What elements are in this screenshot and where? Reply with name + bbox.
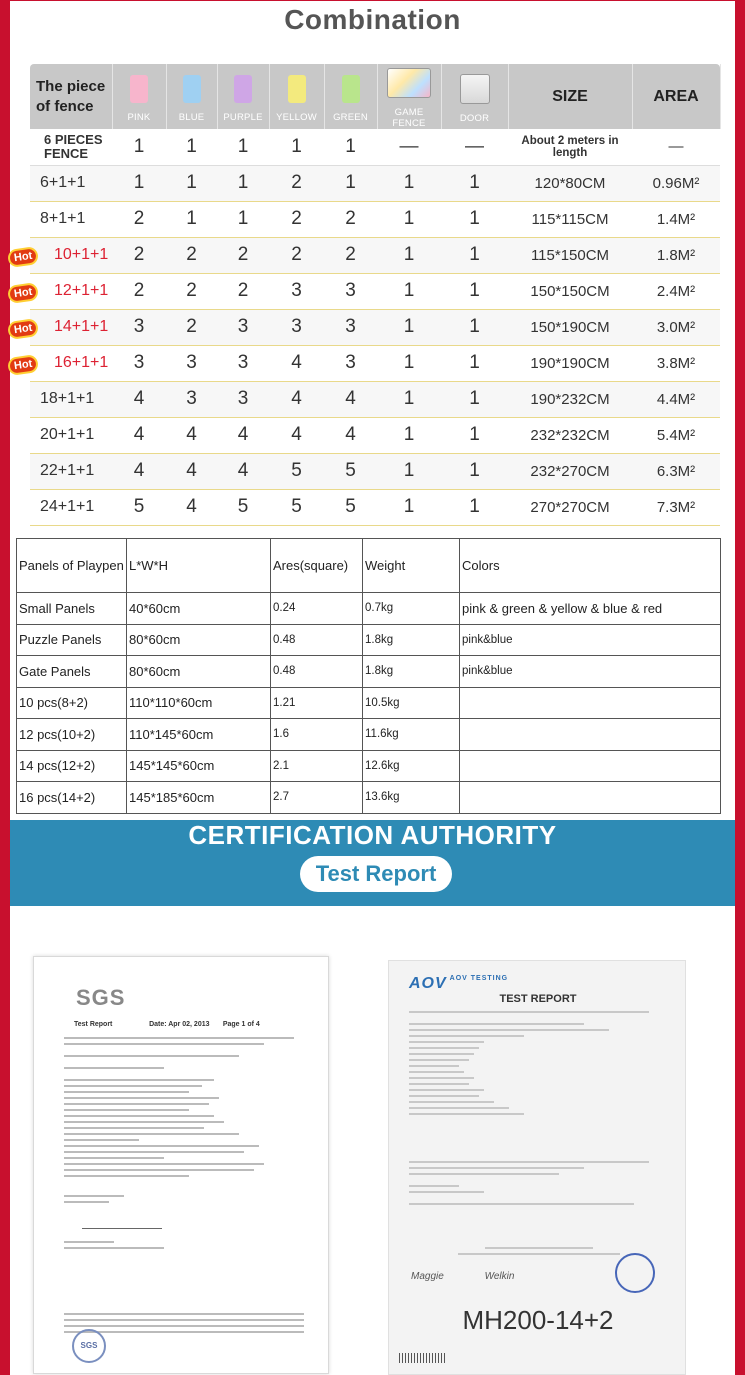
panels-row <box>17 656 721 688</box>
panels-table <box>16 538 721 814</box>
sgs-text-block-3 <box>64 1195 314 1207</box>
header-pink-label: PINK <box>127 111 151 123</box>
size-cell: 190*190CM <box>508 345 632 381</box>
panel-count-cell: 5 <box>324 453 377 489</box>
panel-name-cell: Gate Panels <box>17 656 127 688</box>
combination-table <box>13 64 721 526</box>
header-piece-line2: of fence <box>36 97 94 115</box>
panel-count-cell: 4 <box>166 489 217 525</box>
panel-count-cell: 2 <box>269 201 324 237</box>
aov-logo <box>409 975 508 993</box>
dimensions-cell: 145*185*60cm <box>127 782 271 814</box>
panel-count-cell: 1 <box>377 237 441 273</box>
panel-count-cell: 1 <box>324 129 377 165</box>
panel-count-cell: 1 <box>441 309 508 345</box>
dimensions-cell: 110*145*60cm <box>127 719 271 751</box>
combination-header-row <box>30 64 720 129</box>
hot-badge: Hot <box>7 281 40 303</box>
panel-count-cell: 4 <box>217 453 269 489</box>
weight-cell: 10.5kg <box>363 687 460 719</box>
combination-row <box>30 345 720 381</box>
size-cell: About 2 meters in length <box>508 129 632 165</box>
page-title: Combination <box>284 4 461 35</box>
sgs-footer-text <box>64 1313 314 1337</box>
aov-test-report-image <box>388 960 686 1375</box>
header-door-label: DOOR <box>459 112 490 124</box>
certification-banner <box>10 820 735 906</box>
panels-header-cell: Weight <box>363 539 460 593</box>
size-cell: 190*232CM <box>508 381 632 417</box>
panel-count-cell: 4 <box>112 381 166 417</box>
panel-count-cell: 1 <box>377 309 441 345</box>
combination-label <box>30 453 112 489</box>
panel-count-cell: 1 <box>441 165 508 201</box>
size-cell: 270*270CM <box>508 489 632 525</box>
panel-count-cell: 4 <box>112 417 166 453</box>
panel-count-cell: 4 <box>269 417 324 453</box>
combination-label-text: 18+1+1 <box>40 390 95 407</box>
sgs-text-block-2 <box>64 1139 314 1181</box>
combination-row <box>30 453 720 489</box>
panel-count-cell: 2 <box>112 237 166 273</box>
panel-count-cell: 1 <box>217 201 269 237</box>
header-piece-of-fence <box>30 64 112 129</box>
area-cell: 2.4M² <box>632 273 720 309</box>
aov-signature-1: Maggie <box>411 1271 444 1282</box>
panel-count-cell: 1 <box>441 489 508 525</box>
combination-row <box>30 309 720 345</box>
panel-name-cell: Puzzle Panels <box>17 624 127 656</box>
weight-cell: 1.8kg <box>363 624 460 656</box>
dimensions-cell: 40*60cm <box>127 593 271 625</box>
panel-count-cell: 1 <box>441 237 508 273</box>
sgs-signature <box>82 1215 162 1229</box>
combination-label <box>30 201 112 237</box>
panel-count-cell: 5 <box>112 489 166 525</box>
size-cell: 120*80CM <box>508 165 632 201</box>
panels-header-row <box>17 539 721 593</box>
panels-header-cell: Colors <box>460 539 721 593</box>
frame-top-line <box>0 0 745 1</box>
colors-cell: pink&blue <box>460 656 721 688</box>
combination-label-text: 22+1+1 <box>40 462 95 479</box>
sgs-logo: SGS <box>76 985 126 1010</box>
panel-count-cell: 5 <box>217 489 269 525</box>
dimensions-cell: 80*60cm <box>127 656 271 688</box>
combination-row <box>30 273 720 309</box>
size-cell: 150*190CM <box>508 309 632 345</box>
hot-badge: Hot <box>7 353 40 375</box>
panel-count-cell: 4 <box>324 417 377 453</box>
weight-cell: 0.7kg <box>363 593 460 625</box>
panels-row <box>17 719 721 751</box>
panel-count-cell: 3 <box>166 381 217 417</box>
panel-count-cell: 3 <box>112 345 166 381</box>
size-cell: 232*232CM <box>508 417 632 453</box>
colors-cell: pink&blue <box>460 624 721 656</box>
aov-logo-sub: AOV TESTING <box>449 975 509 982</box>
area-cell: 5.4M² <box>632 417 720 453</box>
size-cell: 232*270CM <box>508 453 632 489</box>
aov-seal-icon <box>615 1253 655 1293</box>
aov-logo-text: AOV <box>409 975 447 992</box>
model-number: MH200-14+2 <box>462 1305 614 1335</box>
area-cell: 4.4M² <box>632 381 720 417</box>
sgs-stamp: SGS <box>72 1329 106 1363</box>
panels-row <box>17 624 721 656</box>
panel-count-cell: 1 <box>441 345 508 381</box>
panel-count-cell: 3 <box>324 273 377 309</box>
panel-name-cell: 10 pcs(8+2) <box>17 687 127 719</box>
combination-label-text: 14+1+1 <box>54 318 109 335</box>
panel-count-cell: 1 <box>112 165 166 201</box>
panel-count-cell: 3 <box>324 309 377 345</box>
combination-row <box>30 417 720 453</box>
panels-row <box>17 750 721 782</box>
panel-count-cell: 3 <box>217 381 269 417</box>
combination-row <box>30 129 720 165</box>
panel-count-cell: 2 <box>324 201 377 237</box>
panel-count-cell: 3 <box>269 309 324 345</box>
panel-count-cell: 1 <box>441 273 508 309</box>
hot-badge: Hot <box>7 245 40 267</box>
combination-label-text: 6 PIECES FENCE <box>44 131 103 161</box>
header-piece-line1: The piece <box>36 77 106 95</box>
panel-count-cell: 5 <box>269 453 324 489</box>
panel-count-cell: 1 <box>269 129 324 165</box>
combination-row <box>30 201 720 237</box>
pink-panel-icon <box>130 75 148 103</box>
sgs-report-header <box>74 1021 324 1028</box>
area-cell: 3.0M² <box>632 309 720 345</box>
panels-header-cell: Ares(square) <box>271 539 363 593</box>
panel-count-cell: 2 <box>112 201 166 237</box>
area-square-cell: 2.7 <box>271 782 363 814</box>
panel-count-cell: 3 <box>166 345 217 381</box>
panel-count-cell: 1 <box>377 417 441 453</box>
panels-header-cell: L*W*H <box>127 539 271 593</box>
aov-text-block-1 <box>409 1011 659 1119</box>
game-fence-icon <box>387 68 431 98</box>
panel-count-cell: 2 <box>217 237 269 273</box>
combination-row <box>30 237 720 273</box>
combination-label <box>30 489 112 525</box>
header-green <box>324 64 377 129</box>
weight-cell: 13.6kg <box>363 782 460 814</box>
sgs-signatory <box>64 1241 314 1253</box>
combination-label-text: 20+1+1 <box>40 426 95 443</box>
combination-label-text: 10+1+1 <box>54 246 109 263</box>
combination-label-text: 16+1+1 <box>54 354 109 371</box>
header-size: SIZE <box>508 64 632 129</box>
header-blue <box>166 64 217 129</box>
header-green-label: GREEN <box>333 111 368 123</box>
combination-label <box>13 345 112 381</box>
panel-count-cell: 3 <box>217 345 269 381</box>
panel-name-cell: 16 pcs(14+2) <box>17 782 127 814</box>
panels-row <box>17 782 721 814</box>
area-cell: 3.8M² <box>632 345 720 381</box>
header-pink <box>112 64 166 129</box>
panel-count-cell: 4 <box>269 345 324 381</box>
header-yellow <box>269 64 324 129</box>
colors-cell: pink & green & yellow & blue & red <box>460 593 721 625</box>
panel-name-cell: Small Panels <box>17 593 127 625</box>
weight-cell: 1.8kg <box>363 656 460 688</box>
combination-body <box>13 129 720 525</box>
panel-name-cell: 12 pcs(10+2) <box>17 719 127 751</box>
combination-label <box>30 381 112 417</box>
door-icon <box>460 74 490 104</box>
dimensions-cell: 80*60cm <box>127 624 271 656</box>
weight-cell: 12.6kg <box>363 750 460 782</box>
panel-count-cell: 3 <box>269 273 324 309</box>
combination-label <box>13 273 112 309</box>
area-cell: 0.96M² <box>632 165 720 201</box>
combination-label-text: 8+1+1 <box>40 210 86 227</box>
panel-count-cell: 1 <box>441 381 508 417</box>
panel-count-cell: 2 <box>269 237 324 273</box>
panel-count-cell: 2 <box>166 273 217 309</box>
panel-name-cell: 14 pcs(12+2) <box>17 750 127 782</box>
hot-badge: Hot <box>7 317 40 339</box>
panel-count-cell: 4 <box>166 417 217 453</box>
area-square-cell: 1.6 <box>271 719 363 751</box>
sgs-report-date: Date: Apr 02, 2013 <box>149 1021 210 1028</box>
colors-cell <box>460 782 721 814</box>
size-cell: 150*150CM <box>508 273 632 309</box>
combination-label-text: 6+1+1 <box>40 174 86 191</box>
panel-count-cell: 2 <box>217 273 269 309</box>
panels-row <box>17 593 721 625</box>
panel-count-cell: 2 <box>324 237 377 273</box>
header-purple-label: PURPLE <box>223 111 263 123</box>
header-game-fence-label: GAME FENCE <box>392 107 426 129</box>
aov-signature-2: Welkin <box>484 1271 515 1282</box>
header-blue-label: BLUE <box>178 111 205 123</box>
area-cell: 1.8M² <box>632 237 720 273</box>
panel-count-cell: 1 <box>441 453 508 489</box>
combination-label-text: 24+1+1 <box>40 498 95 515</box>
panel-count-cell: 5 <box>269 489 324 525</box>
panel-count-cell: 1 <box>112 129 166 165</box>
area-square-cell: 1.21 <box>271 687 363 719</box>
panel-count-cell: 3 <box>217 309 269 345</box>
panel-count-cell: 1 <box>377 201 441 237</box>
panel-count-cell: 4 <box>269 381 324 417</box>
header-area: AREA <box>632 64 720 129</box>
panel-count-cell: — <box>441 129 508 165</box>
panel-count-cell: 1 <box>377 489 441 525</box>
colors-cell <box>460 719 721 751</box>
combination-row <box>30 165 720 201</box>
sgs-report-title: Test Report <box>74 1021 113 1028</box>
aov-text-block-2 <box>409 1161 659 1209</box>
colors-cell <box>460 750 721 782</box>
sgs-report-page: Page 1 of 4 <box>222 1021 260 1028</box>
panel-count-cell: 2 <box>166 309 217 345</box>
header-yellow-label: YELLOW <box>276 111 317 123</box>
barcode-icon <box>399 1353 445 1363</box>
dimensions-cell: 110*110*60cm <box>127 687 271 719</box>
panel-count-cell: 4 <box>217 417 269 453</box>
header-purple <box>217 64 269 129</box>
panel-count-cell: 1 <box>166 129 217 165</box>
area-square-cell: 2.1 <box>271 750 363 782</box>
test-report-pill: Test Report <box>300 856 452 892</box>
panel-count-cell: 4 <box>112 453 166 489</box>
panel-count-cell: 1 <box>217 165 269 201</box>
combination-label-text: 12+1+1 <box>54 282 109 299</box>
panel-count-cell: 2 <box>269 165 324 201</box>
combination-row <box>30 381 720 417</box>
panel-count-cell: 3 <box>112 309 166 345</box>
panel-count-cell: 3 <box>324 345 377 381</box>
size-cell: 115*150CM <box>508 237 632 273</box>
size-cell: 115*115CM <box>508 201 632 237</box>
panel-count-cell: 1 <box>324 165 377 201</box>
panels-header-cell: Panels of Playpen <box>17 539 127 593</box>
colors-cell <box>460 687 721 719</box>
panel-count-cell: 1 <box>377 453 441 489</box>
panel-count-cell: 1 <box>217 129 269 165</box>
header-door <box>441 64 508 129</box>
green-panel-icon <box>342 75 360 103</box>
combination-label <box>30 417 112 453</box>
panel-count-cell: 1 <box>166 165 217 201</box>
combination-label <box>13 309 112 345</box>
sgs-test-report-image <box>33 956 329 1374</box>
aov-text-block-3 <box>449 1247 629 1259</box>
aov-report-title: TEST REPORT <box>499 993 577 1005</box>
combination-label <box>30 165 112 201</box>
weight-cell: 11.6kg <box>363 719 460 751</box>
panels-body <box>17 539 721 814</box>
combination-label <box>30 129 112 165</box>
panel-count-cell: 4 <box>324 381 377 417</box>
panel-count-cell: 1 <box>166 201 217 237</box>
panel-count-cell: 4 <box>166 453 217 489</box>
certification-title: CERTIFICATION AUTHORITY <box>188 820 557 850</box>
panel-count-cell: 1 <box>377 273 441 309</box>
panel-count-cell: 1 <box>441 201 508 237</box>
purple-panel-icon <box>234 75 252 103</box>
area-cell: 7.3M² <box>632 489 720 525</box>
dimensions-cell: 145*145*60cm <box>127 750 271 782</box>
area-cell: 1.4M² <box>632 201 720 237</box>
panel-count-cell: 1 <box>441 417 508 453</box>
panel-count-cell: 5 <box>324 489 377 525</box>
area-square-cell: 0.48 <box>271 656 363 688</box>
area-cell: — <box>632 129 720 165</box>
area-square-cell: 0.48 <box>271 624 363 656</box>
combination-label <box>13 237 112 273</box>
header-game-fence <box>377 64 441 129</box>
combination-row <box>30 489 720 525</box>
area-cell: 6.3M² <box>632 453 720 489</box>
panel-count-cell: 2 <box>166 237 217 273</box>
blue-panel-icon <box>183 75 201 103</box>
panel-count-cell: 1 <box>377 165 441 201</box>
panels-row <box>17 687 721 719</box>
panel-count-cell: 1 <box>377 345 441 381</box>
sgs-text-block-1 <box>64 1037 314 1139</box>
panel-count-cell: — <box>377 129 441 165</box>
yellow-panel-icon <box>288 75 306 103</box>
panel-count-cell: 2 <box>112 273 166 309</box>
area-square-cell: 0.24 <box>271 593 363 625</box>
panel-count-cell: 1 <box>377 381 441 417</box>
